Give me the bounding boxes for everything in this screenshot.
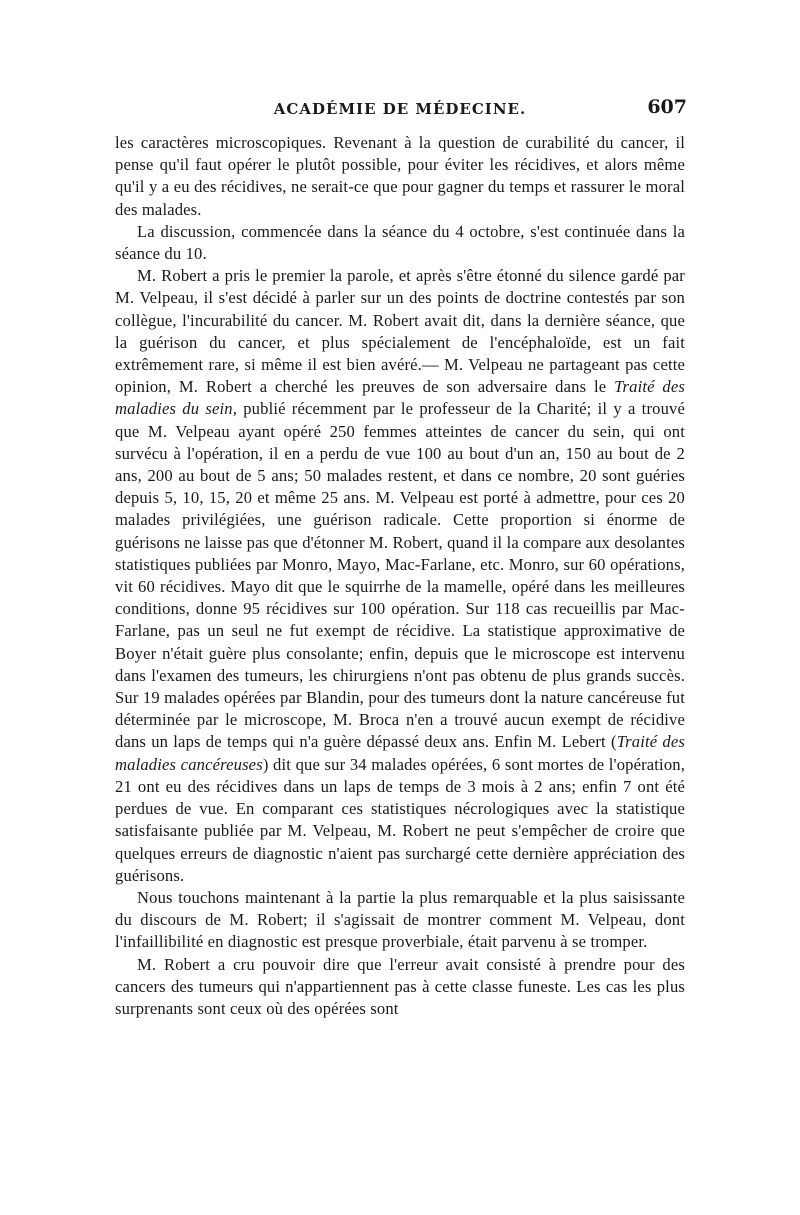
paragraph-1: [115, 132, 685, 221]
book-page: [115, 94, 685, 1020]
body-text: [115, 132, 685, 1020]
paragraph-2: [115, 221, 685, 265]
book-title-traite-maladies-sein: Traité des maladies du sein,: [115, 377, 686, 419]
paragraph-4: [115, 887, 685, 954]
paragraph-3-text-b: publié récemment par le professeur de la Charité; il y a trouvé que M. Velpeau ayant opéré 250 femmes atteintes de cancer du sein, qui ont survécu à l'opération, il en a perdu de vue 100 au bout d'un an, 150 au bout de 2 ans, 200 au bout de 5 ans; 50 malades restent, et dans ce nombre, 20 sont guéries depuis 5, 10, 15, 20 et même 25 ans. M. Velpeau est porté à admettre, pour ces 20 malades privilégiées, une guérison radicale. Cette proportion si énorme de guérisons ne laisse pas que d'étonner M. Robert, quand il la compare aux desolantes statistiques publiées par Monro, Mayo, Mac-Farlane, etc. Monro, sur 60 opérations, vit 60 récidives. Mayo dit que le squirrhe de la mamelle, opéré dans les meilleures conditions, donne 95 récidives sur 100 opération. Sur 118 cas recueillis par Mac-Farlane, pas un seul ne fut exempt de récidive. La statistique approximative de Boyer n'était guère plus consolante; enfin, depuis que le microscope est intervenu dans l'examen des tumeurs, les chirurgiens n'ont pas obtenu de plus grands succès. Sur 19 malades opérées par Blandin, pour des tumeurs dont la nature cancéreuse fut déterminée par le microscope, M. Broca n'en a trouvé aucun exempt de récidive dans un laps de temps qui n'a guère dépassé deux ans. Enfin M. Lebert (: [115, 399, 685, 752]
running-title: ACADÉMIE DE MÉDECINE.: [273, 100, 527, 118]
paragraph-5-text: M. Robert a cru pouvoir dire que l'erreur avait consisté à prendre pour des cancers des tumeurs qui n'appartiennent pas à cette classe funeste. Les cas les plus surprenants sont ceux où des opérées sont: [115, 954, 685, 1018]
paragraph-3-text-a: M. Robert a pris le premier la parole, et après s'être étonné du silence gardé par M. Velpeau, il s'est décidé à parler sur un des points de doctrine contestés par son collègue, l'incurabilité du cancer. M. Robert avait dit, dans la dernière séance, que la guérison du cancer, et plus spécialement de l'encéphaloïde, est un fait extrêmement rare, si même il est bien avéré.— M. Velpeau ne partageant pas cette opinion, M. Robert a cherché les preuves de son adversaire dans le: [115, 266, 685, 397]
page-number: 607: [647, 96, 687, 118]
paragraph-1-text: les caractères microscopiques. Revenant à la question de curabilité du cancer, il pense qu'il faut opérer le plutôt possible, pour éviter les récidives, et alors même qu'il y a eu des récidives, ne serait-ce que pour gagner du temps et rassurer le moral des malades.: [115, 133, 685, 219]
paragraph-3-text-c: ) dit que sur 34 malades opérées, 6 sont mortes de l'opération, 21 ont eu des récidives dans un laps de temps de 3 mois à 2 ans; enfin 7 ont été perdues de vue. En comparant ces statistiques nécrologiques avec la statistique satisfaisante publiée par M. Velpeau, M. Robert ne peut s'empêcher de croire que quelques erreurs de diagnostic n'aient pas surchargé cette dernière appréciation des guérisons.: [115, 754, 686, 885]
paragraph-3: [115, 265, 685, 887]
paragraph-4-text: Nous touchons maintenant à la partie la plus remarquable et la plus saisissante du discours de M. Robert; il s'agissait de montrer comment M. Velpeau, dont l'infaillibilité en diagnostic est presque proverbiale, était parvenu à se tromper.: [115, 887, 685, 952]
paragraph-2-text: La discussion, commencée dans la séance du 4 octobre, s'est continuée dans la séance du 10.: [115, 221, 685, 264]
paragraph-5: [115, 954, 685, 1021]
book-title-traite-maladies-cancereuses: Traité des maladies cancéreuses: [115, 732, 686, 774]
running-head: [115, 94, 685, 124]
